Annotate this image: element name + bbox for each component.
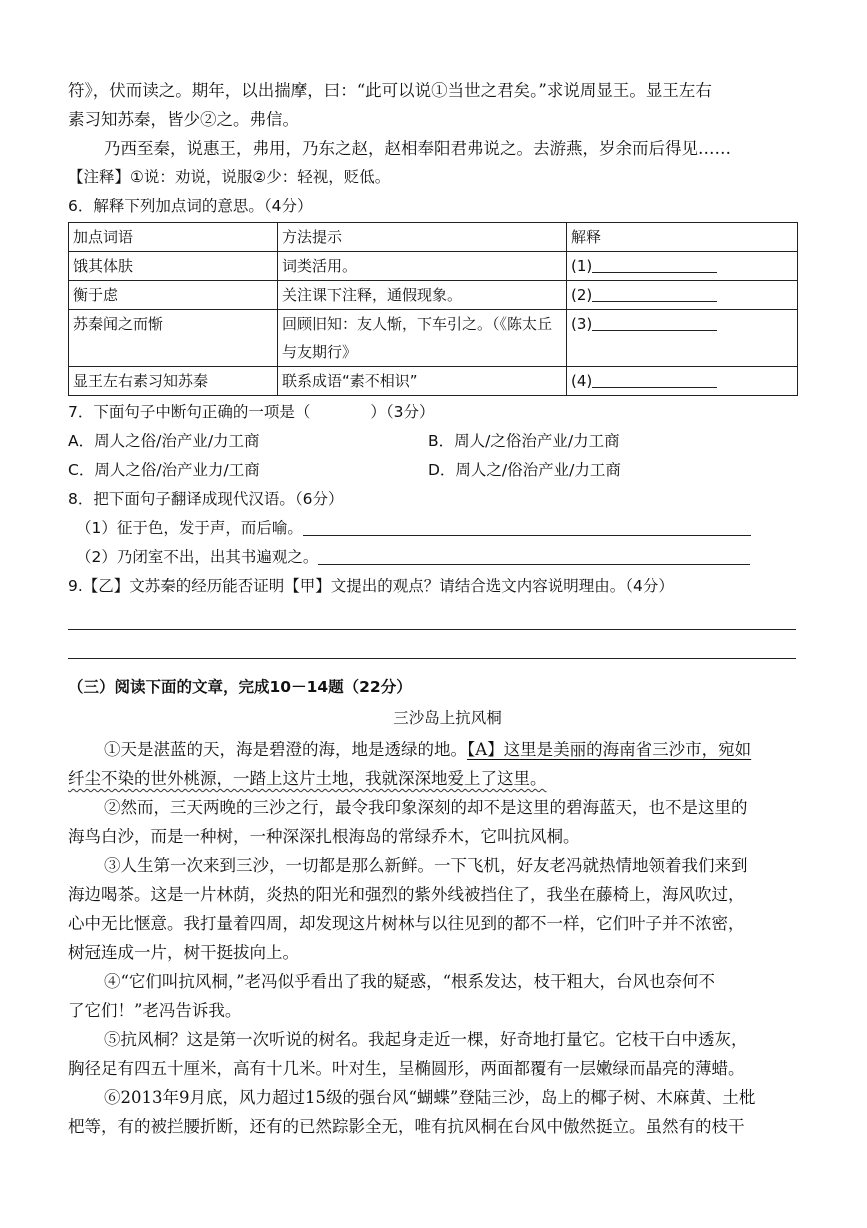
q8-item-text: （1）征于色，发于声，而后喻。 [76, 519, 303, 537]
q8-answer-line[interactable] [318, 546, 750, 565]
paragraph-line [68, 735, 827, 764]
marked-sentence-a-cont: 纤尘不染的世外桃源，一踏上这片土地，我就深深地爱上了这里。 [68, 769, 547, 788]
paragraph-line: 树冠连成一片，树干挺拔向上。 [68, 943, 299, 962]
paragraph-line: 海鸟白沙，而是一种树，一种深深扎根海岛的常绿乔木，它叫抗风桐。 [68, 827, 580, 846]
option-a[interactable]: A．周人之俗/治产业/力工商 [68, 432, 260, 450]
option-d[interactable]: D．周人之/俗治产业/力工商 [428, 461, 621, 479]
paragraph-line: 杷等，有的被拦腰折断，还有的已然踪影全无，唯有抗风桐在台风中傲然挺立。虽然有的枝干 [68, 1117, 745, 1136]
table-header: 加点词语 [69, 223, 278, 252]
question-9-stem: 9.【乙】文苏秦的经历能否证明【甲】文提出的观点？请结合选文内容说明理由。（4分） [68, 577, 674, 595]
answer-cell [567, 252, 798, 281]
q7-options-row [68, 427, 827, 456]
q9-answer-line[interactable] [68, 634, 796, 659]
answer-cell [567, 310, 798, 367]
hint-cell: 回顾旧知：友人惭，下车引之。（《陈太丘与友期行》 [278, 310, 567, 367]
hint-cell: 关注课下注释，通假现象。 [278, 281, 567, 310]
answer-cell [567, 281, 798, 310]
passage-line: 乃西至秦，说惠王，弗用，乃东之赵，赵相奉阳君弗说之。去游燕，岁余而后得见…… [104, 139, 731, 158]
marked-sentence-a: 【A】这里是美丽的海南省三沙市，宛如 [467, 740, 752, 759]
q7-stem-start: 7．下面句子中断句正确的一项是（ [68, 403, 311, 421]
q8-answer-line[interactable] [303, 517, 751, 536]
word-cell: 显王左右素习知苏秦 [69, 367, 278, 396]
paragraph-line: ⑤抗风桐？这是第一次听说的树名。我起身走近一棵，好奇地打量它。它枝干白中透灰， [104, 1030, 748, 1049]
q8-item [68, 514, 827, 543]
option-b[interactable]: B．周人/之俗治产业/力工商 [428, 432, 620, 450]
hint-cell: 词类活用。 [278, 252, 567, 281]
table-header: 方法提示 [278, 223, 567, 252]
answer-number: (1) [571, 257, 593, 275]
q8-item [68, 543, 827, 572]
q8-item-text: （2）乃闭室不出，出其书遍观之。 [76, 548, 319, 566]
answer-number: (4) [571, 372, 593, 390]
q7-stem-end: ）（3分） [370, 403, 435, 421]
table-row [69, 252, 798, 281]
question-8-stem: 8．把下面句子翻译成现代汉语。（6分） [68, 490, 344, 508]
answer-blank[interactable] [592, 283, 717, 302]
paragraph-line: ④“它们叫抗风桐，”老冯似乎看出了我的疑惑，“根系发达，枝干粗大，台风也奈何不 [104, 972, 716, 991]
paragraph-line: 了它们！”老冯告诉我。 [68, 1001, 242, 1020]
q7-options-row [68, 456, 827, 485]
question-6-stem: 6．解释下列加点词的意思。（4分） [68, 197, 313, 215]
answer-blank[interactable] [592, 312, 717, 331]
option-c[interactable]: C．周人之俗/治产业力/工商 [68, 461, 260, 479]
p1-text: ①天是湛蓝的天，海是碧澄的海，地是透绿的地。 [104, 740, 467, 759]
q6-table [68, 222, 798, 396]
table-row [69, 367, 798, 396]
paragraph-line: ⑥2013年9月底，风力超过15级的强台风“蝴蝶”登陆三沙，岛上的椰子树、木麻黄、土枇 [104, 1088, 756, 1107]
word-cell: 衡于虑 [69, 281, 278, 310]
answer-number: (3) [571, 315, 593, 333]
section-heading: （三）阅读下面的文章，完成10－14题（22分） [68, 678, 412, 696]
passage-notes: 【注释】①说：劝说，说服②少：轻视，贬低。 [68, 168, 391, 186]
table-row [69, 310, 798, 367]
paragraph-line: 海边喝茶。这是一片林荫，炎热的阳光和强烈的紫外线被挡住了，我坐在藤椅上，海风吹过， [68, 885, 745, 904]
table-row [69, 281, 798, 310]
answer-number: (2) [571, 286, 593, 304]
paragraph-line: 心中无比惬意。我打量着四周，却发现这片树林与以往见到的都不一样，它们叶子并不浓密， [68, 914, 745, 933]
table-header: 解释 [567, 223, 798, 252]
answer-blank[interactable] [592, 254, 717, 273]
paragraph-line: ②然而，三天两晚的三沙之行，最令我印象深刻的却不是这里的碧海蓝天，也不是这里的 [104, 798, 748, 817]
question-7-stem [68, 398, 827, 427]
answer-cell [567, 367, 798, 396]
hint-cell: 联系成语“素不相识” [278, 367, 567, 396]
paragraph-line: 胸径足有四五十厘米，高有十几米。叶对生，呈椭圆形，两面都覆有一层嫩绿而晶亮的薄蜡。 [68, 1059, 745, 1078]
word-cell: 苏秦闻之而惭 [69, 310, 278, 367]
word-cell: 饿其体肤 [69, 252, 278, 281]
passage-line: 符》，伏而读之。期年，以出揣摩，曰：“此可以说①当世之君矣。”求说周显王。显王左右 [68, 81, 712, 100]
answer-blank[interactable] [592, 369, 717, 388]
passage-line: 素习知苏秦，皆少②之。弗信。 [68, 110, 299, 129]
article-title: 三沙岛上抗风桐 [393, 709, 502, 727]
table-header-row [69, 223, 798, 252]
paragraph-line [68, 764, 827, 793]
q9-answer-line[interactable] [68, 605, 796, 630]
paragraph-line: ③人生第一次来到三沙，一切都是那么新鲜。一下飞机，好友老冯就热情地领着我们来到 [104, 856, 748, 875]
